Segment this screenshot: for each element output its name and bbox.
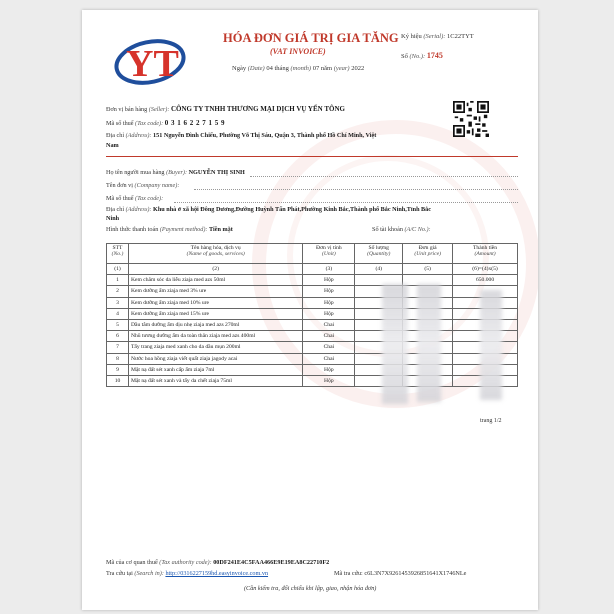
index-row: (1) (2) (3) (4) (5) (6)=(4)x(5) xyxy=(107,264,518,275)
col-header-unit: Đơn vị tính (Unit) xyxy=(303,244,355,264)
buyer-name: Họ tên người mua hàng (Buyer): NGUYỄN THỊ SINH xyxy=(106,169,245,176)
col-header-amount: Thành tiền (Amount) xyxy=(453,244,518,264)
row-unit: Chai xyxy=(303,331,355,342)
buyer-address-cont: Ninh xyxy=(106,215,120,222)
table-row xyxy=(107,275,518,286)
invoice-page xyxy=(82,10,538,610)
table-row xyxy=(107,342,518,353)
row-name: Kem dưỡng ẩm ziaja med 3% ure xyxy=(128,286,302,297)
buyer-company: Tên đơn vị (Company name): xyxy=(106,182,180,189)
col-header-quantity: Số lượng (Quantity) xyxy=(355,244,403,264)
row-no: 2 xyxy=(107,286,129,297)
row-no: 7 xyxy=(107,342,129,353)
row-no: 1 xyxy=(107,275,129,286)
row-name: Tẩy trang ziaja med xanh cho da dầu mụn 200ml xyxy=(128,342,302,353)
row-unit: Chai xyxy=(303,342,355,353)
row-no: 9 xyxy=(107,364,129,375)
tax-authority-code: Mã của cơ quan thuế (Tax authority code): 00DF241E4C5FAA466E9E19EA8C22710F2 xyxy=(106,559,330,566)
account-number: Số tài khoản (A/C No.): xyxy=(372,226,431,233)
buyer-address: Địa chỉ (Address): Khu nhà ở xã hội Đông Dương,Đường Huỳnh Tấn Phát,Phường Kinh Bắc,Thành phố Bắc Ninh,Tỉnh Bắc xyxy=(106,206,432,213)
table-row xyxy=(107,364,518,375)
divider xyxy=(106,156,518,157)
table-row xyxy=(107,353,518,364)
col-header-unit-price: Đơn giá (Unit price) xyxy=(403,244,453,264)
seller-tax-code: Mã số thuế (Tax code): 0 3 1 6 2 2 7 1 5 9 xyxy=(106,119,225,127)
row-unit: Hộp xyxy=(303,364,355,375)
row-unit: Hộp xyxy=(303,275,355,286)
serial-field: Ký hiệu (Serial): 1C22TYT xyxy=(401,33,474,40)
table-row xyxy=(107,331,518,342)
lookup-link[interactable]: http://0316227159hd.easyinvoice.com.vn xyxy=(165,570,269,577)
row-no: 4 xyxy=(107,308,129,319)
row-unit: Hộp xyxy=(303,297,355,308)
row-no: 8 xyxy=(107,353,129,364)
footer-note: (Cần kiểm tra, đối chiếu khi lập, giao, nhận hóa đơn) xyxy=(244,585,377,592)
table-row xyxy=(107,297,518,308)
row-unit: Hộp xyxy=(303,286,355,297)
seller-address-cont: Nam xyxy=(106,142,119,149)
seller-address: Địa chỉ (Address): 151 Nguyễn Đình Chiểu, Phường Võ Thị Sáu, Quận 3, Thành phố Hồ Chí Minh, Việt xyxy=(106,132,377,139)
table-row xyxy=(107,308,518,319)
row-unit: Hộp xyxy=(303,375,355,386)
seller-name: Đơn vị bán hàng (Seller): CÔNG TY TNHH THƯƠNG MẠI DỊCH VỤ YẾN TÔNG xyxy=(106,105,345,113)
redacted-quantity xyxy=(382,284,408,404)
logo-text: YT xyxy=(126,43,179,85)
row-no: 10 xyxy=(107,375,129,386)
company-logo xyxy=(112,32,188,90)
row-name: Nhũ tương dưỡng ẩm da toàn thân ziaja med azs 400ml xyxy=(128,331,302,342)
row-name: Dầu tắm dưỡng ẩm dịu nhẹ ziaja med azs 270ml xyxy=(128,319,302,330)
redacted-amount xyxy=(480,290,502,400)
invoice-number-field: Số (No.): 1745 xyxy=(401,51,443,60)
invoice-date: Ngày (Date) 04 tháng (month) 07 năm (year) 2022 xyxy=(232,65,365,72)
row-unit: Hộp xyxy=(303,308,355,319)
lookup-info: Tra cứu tại (Search in): http://0316227159hd.easyinvoice.com.vn xyxy=(106,570,269,577)
row-no: 5 xyxy=(107,319,129,330)
row-unit: Chai xyxy=(303,319,355,330)
redacted-unit-price xyxy=(417,284,441,402)
row-amount: 650.000 xyxy=(453,275,518,286)
lookup-code: Mã tra cứu: c6L3N7X9261453926851641X1746NLe xyxy=(334,570,467,577)
row-name: Kem dưỡng ẩm ziaja med 15% ure xyxy=(128,308,302,319)
qr-code xyxy=(453,101,489,137)
page-number: trang 1/2 xyxy=(480,418,502,424)
payment-method: Hình thức thanh toán (Payment method): Tiền mặt xyxy=(106,226,233,233)
invoice-subtitle: (VAT INVOICE) xyxy=(270,47,326,56)
row-name: Mặt nạ đất sét xanh và tẩy da chết ziaja 75ml xyxy=(128,375,302,386)
table-row xyxy=(107,375,518,386)
row-no: 6 xyxy=(107,331,129,342)
items-table xyxy=(106,243,518,387)
invoice-title: HÓA ĐƠN GIÁ TRỊ GIA TĂNG xyxy=(223,31,399,45)
row-name: Nước hoa hồng ziaja viết quất ziaja jagody acai xyxy=(128,353,302,364)
buyer-tax-code: Mã số thuế (Tax code): xyxy=(106,195,164,202)
row-name: Kem chăm sóc da liễu ziaja med azs 50ml xyxy=(128,275,302,286)
col-header-no: STT (No.) xyxy=(107,244,129,264)
row-name: Mặt nạ đất sét xanh cấp ẩm ziaja 7ml xyxy=(128,364,302,375)
col-header-name: Tên hàng hóa, dịch vụ (Name of goods, services) xyxy=(128,244,302,264)
table-row xyxy=(107,286,518,297)
row-unit: Chai xyxy=(303,353,355,364)
row-name: Kem dưỡng ẩm ziaja med 10% ure xyxy=(128,297,302,308)
row-no: 3 xyxy=(107,297,129,308)
table-row xyxy=(107,319,518,330)
